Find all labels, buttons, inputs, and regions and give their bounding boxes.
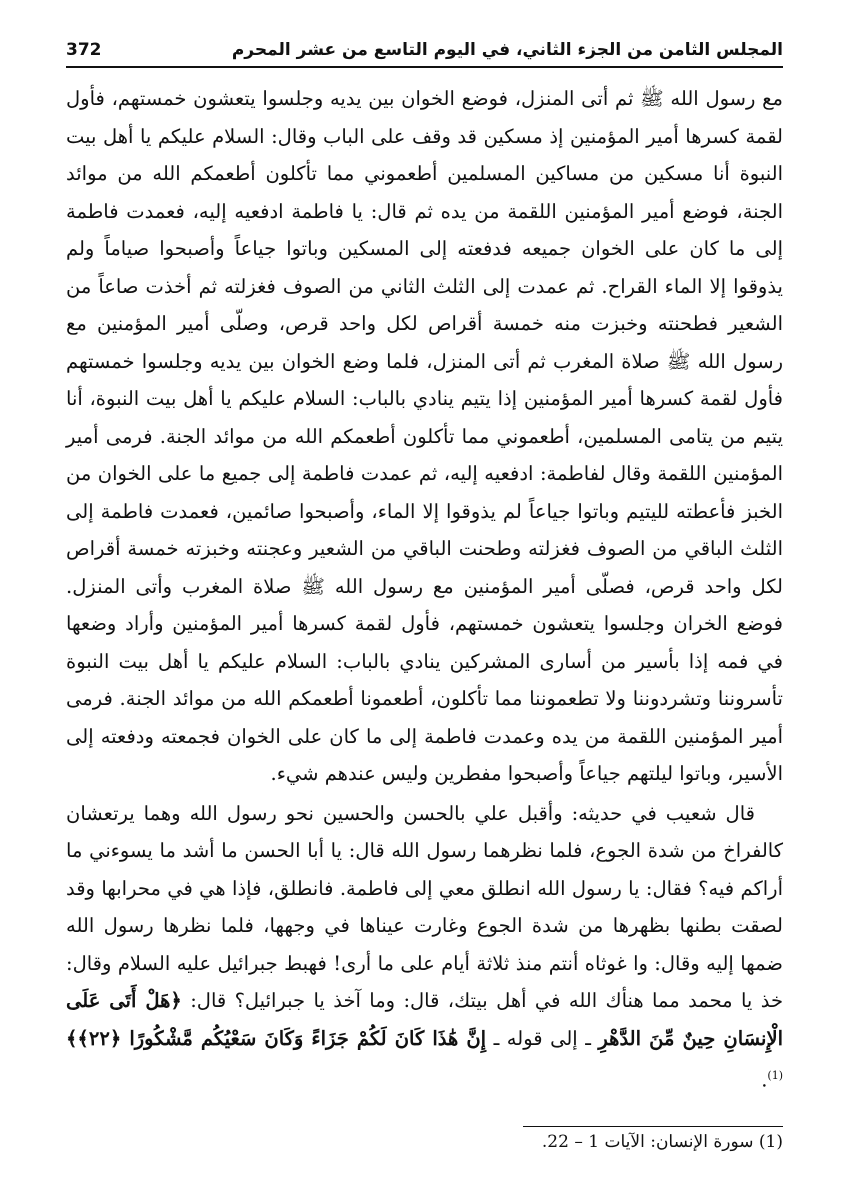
footnote-rule (523, 1126, 783, 1127)
paragraph: مع رسول الله ﷺ ثم أتى المنزل، فوضع الخوان بين يديه وجلسوا يتعشون خمستهم، فأول لقمة كسرها أمير المؤمنين إذ مسكين قد وقف على الباب وقال: السلام عليكم يا أهل بيت النبوة أنا مسكين من مساكين المسلمين أطعموني مما تأكلون أطعمكم الله من موائد الجنة، فوضع أمير المؤمنين اللقمة من يده ثم قال: يا فاطمة ادفعيه إليه، فعمدت فاطمة إلى ما كان على الخوان جميعه فدفعته إلى المسكين وباتوا جياعاً وأصبحوا صياماً ولم يذوقوا إلا الماء القراح. ثم عمدت إلى الثلث الثاني من الصوف فغزلته ثم أخذت صاعاً من الشعير فطحنته وخبزت منه خمسة أقراص لكل واحد قرص، وصلّى أمير المؤمنين مع رسول الله ﷺ صلاة المغرب ثم أتى المنزل، فلما وضع الخوان بين يديه وجلسوا خمستهم فأول لقمة كسرها أمير المؤمنين إذا يتيم ينادي بالباب: السلام عليكم يا أهل بيت النبوة، أنا يتيم من يتامى المسلمين، أطعموني مما تأكلون أطعمكم الله من موائد الجنة. فرمى أمير المؤمنين اللقمة وقال لفاطمة: ادفعيه إليه، ثم عمدت فاطمة إلى جميع ما على الخوان من الخبز فأعطته لليتيم وباتوا جياعاً لم يذوقوا إلا الماء، وأصبحوا صائمين، فعمدت فاطمة إلى الثلث الباقي من الصوف فغزلته وطحنت الباقي من الشعير وعجنته وخبزته خمسة أقراص لكل واحد قرص، فصلّى أمير المؤمنين مع رسول الله ﷺ صلاة المغرب وأتى المنزل. فوضع الخران وجلسوا يتعشون خمستهم، فأول لقمة كسرها أمير المؤمنين وأراد وضعها في فمه إذا بأسير من أسارى المشركين ينادي بالباب: السلام عليكم يا أهل بيت النبوة تأسروننا وتشردوننا ولا تطعموننا مما تأكلون، أطعمونا أطعمكم الله من موائد الجنة. فرمى أمير المؤمنين اللقمة من يده وعمدت فاطمة إلى ما كان على الخوان فجمعته ودفعته إلى الأسير، وباتوا ليلتهم جياعاً وأصبحوا مفطرين وليس عندهم شيء. (66, 87, 783, 785)
paragraph-text: قال شعيب في حديثه: وأقبل علي بالحسن والحسين نحو رسول الله وهما يرتعشان كالفراخ من شدة الجوع، فلما نظرهما رسول الله قال: يا أبا الحسن ما أشد ما يسوءني ما أراكم فيه؟ فقال: يا رسول الله انطلق معي إلى فاطمة. فانطلق، فإذا هي في محرابها وقد لصقت بطنها بظهرها من شدة الجوع وغارت عيناها في وجهها، فلما نظرها رسول الله ضمها إليه وقال: وا غوثاه أنتم منذ ثلاثة أيام على ما أرى! فهبط جبرائيل عليه السلام وقال: خذ يا محمد مما هنأك الله في أهل بيتك، قال: وما آخذ يا جبرائيل؟ قال: (66, 801, 784, 1012)
paragraph (66, 795, 783, 1100)
running-title: المجلس الثامن من الجزء الثاني، في اليوم التاسع من عشر المحرم (231, 40, 783, 60)
body-text (66, 80, 783, 1099)
footnote (542, 1132, 783, 1152)
footnote-marker: (1) (767, 1069, 783, 1082)
footnote-text: سورة الإنسان: الآيات 1 – 22. (541, 1132, 754, 1152)
page-header (66, 34, 783, 60)
quran-connector: ـ إلى قوله ـ (493, 1026, 591, 1050)
end-punctuation: . (761, 1068, 768, 1092)
header-rule (66, 66, 783, 68)
quran-verse-end: إِنَّ هَٰذَا كَانَ لَكُمْ جَزَاءً وَكَانَ سَعْيُكُم مَّشْكُورًا ﴿٢٢﴾﴾ (66, 1026, 487, 1050)
quran-verse: ﴿هَلْ أَتَى عَلَى الْإِنسَانِ حِينٌ مِّنَ الدَّهْرِ (66, 989, 783, 1050)
page-number: 372 (66, 40, 102, 60)
footnote-number: (1) (758, 1132, 783, 1152)
